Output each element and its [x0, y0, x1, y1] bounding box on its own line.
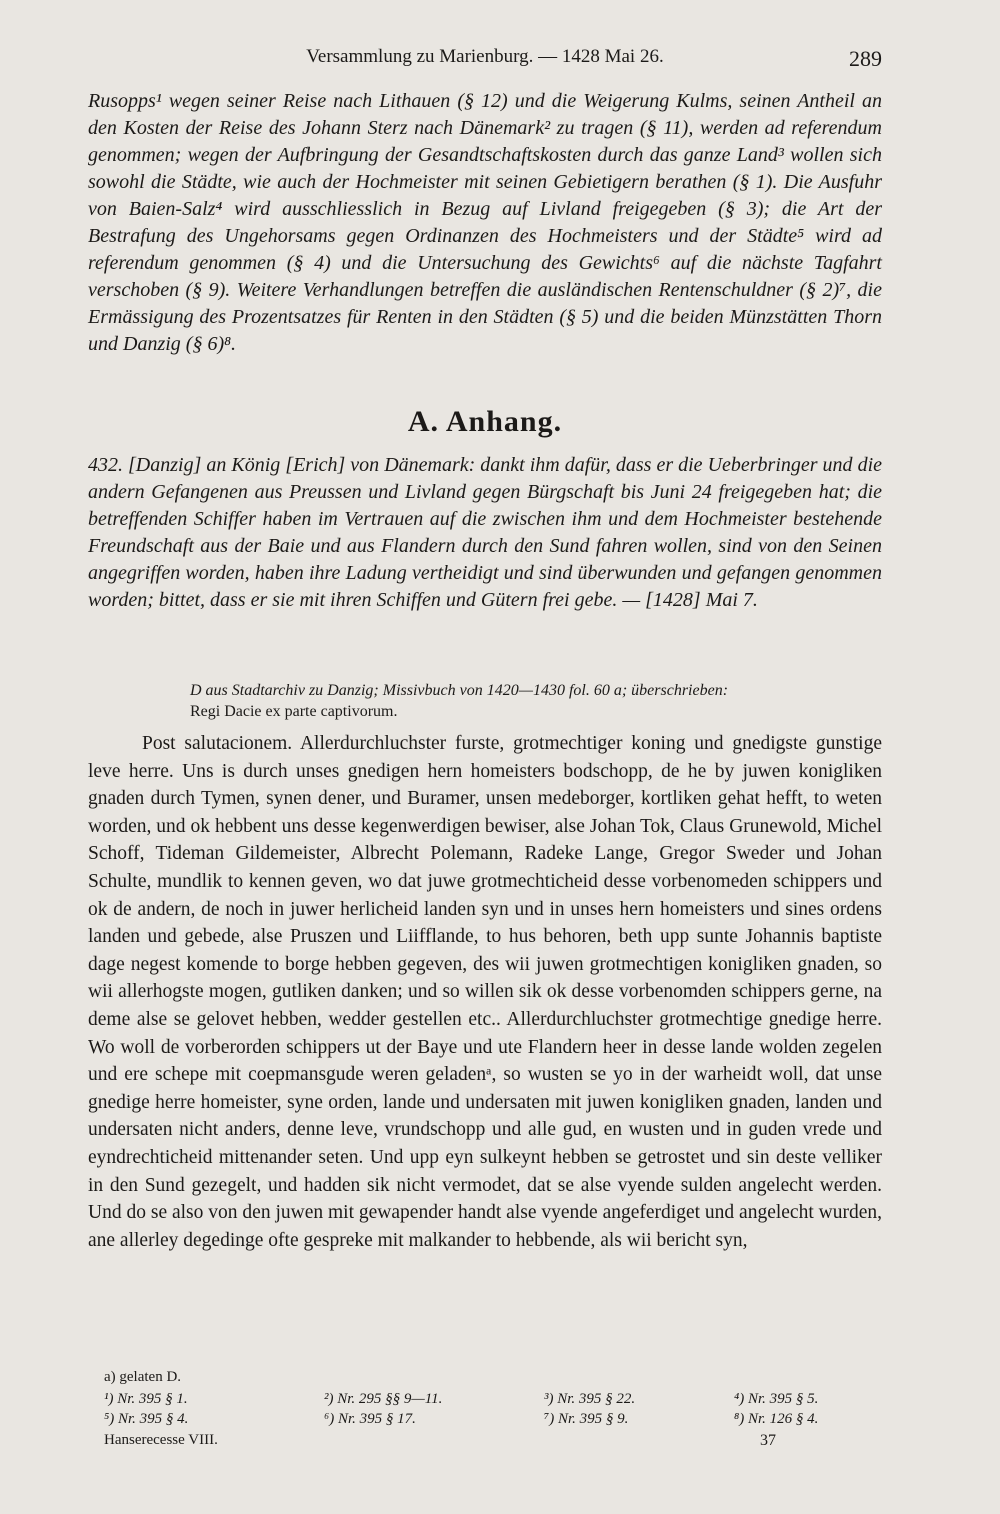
source-note: [190, 680, 882, 722]
source-description: D aus Stadtarchiv zu Danzig; Missivbuch von 1420—1430 fol. 60 a; überschrieben:: [190, 682, 729, 699]
source-heading: Regi Dacie ex parte captivorum.: [190, 703, 398, 720]
letter-body: [88, 730, 882, 1254]
footnote-6: ⁶) Nr. 395 § 17.: [324, 1411, 416, 1427]
footnote-2: ²) Nr. 295 §§ 9—11.: [324, 1391, 443, 1407]
footnote-3: ³) Nr. 395 § 22.: [544, 1391, 636, 1407]
signature-mark: 37: [760, 1432, 776, 1449]
footnote-grid: [104, 1389, 884, 1429]
summary-paragraph: Rusopps¹ wegen seiner Reise nach Lithauen (§ 12) und die Weigerung Kulms, seinen Antheil an den Kosten der Reise des Johann Sterz nach Dänemark² zu tragen (§ 11), werden ad referendum genommen; wegen der Aufbringung der Gesandtschaftskosten durch das ganze Land³ wollen sich sowohl die Städte, wie auch der Hochmeister mit seinen Gebietigern berathen (§ 1). Die Ausfuhr von Baien-Salz⁴ wird ausschliesslich in Bezug auf Livland freigegeben (§ 3); die Art der Bestrafung des Ungehorsams gegen Ordinanzen des Hochmeisters und der Städte⁵ wird ad referendum genommen (§ 4) und die Untersuchung des Gewichts⁶ auf die nächste Tagfahrt verschoben (§ 9). Weitere Verhandlungen betreffen die ausländischen Rentenschuldner (§ 2)⁷, die Ermässigung des Prozentsatzes für Renten in den Städten (§ 5) und die beiden Münzstätten Thorn und Danzig (§ 6)⁸.: [88, 90, 882, 355]
footnotes: [104, 1367, 884, 1429]
footnote-4: ⁴) Nr. 395 § 5.: [734, 1391, 819, 1407]
running-head: Versammlung zu Marienburg. — 1428 Mai 26.: [306, 46, 664, 67]
footnote-1: ¹) Nr. 395 § 1.: [104, 1391, 188, 1407]
section-title: A. Anhang.: [407, 405, 563, 438]
regest-entry: [88, 452, 882, 614]
page-number: 289: [849, 46, 882, 71]
regest-number: 432.: [88, 454, 123, 476]
footnote-8: ⁸) Nr. 126 § 4.: [734, 1411, 819, 1427]
page-header: [88, 44, 882, 74]
letter-text: Post salutacionem. Allerdurchluchster furste, grotmechtiger koning und gnedigste gunstige leve herre. Uns is durch unses gnedigen hern homeisters bodschopp, de he by juwen konigliken gnaden durch Tymen, synen dener, und Buramer, unsen medeborger, kortliken gehat hefft, to weten worden, und ok hebbent uns desse kegenwerdigen bewiser, alse Johan Tok, Claus Grunewold, Michel Schoff, Tideman Gildemeister, Albrecht Polemann, Radeke Lange, Gregor Sweder und Johan Schulte, mundlik to kennen geven, wo dat juwe grotmechticheid desse vorbenomeden schippers und ok de andern, de noch in juwer herlicheid landen syn und in unses hern homeisters und sines ordens landen und gebede, alse Pruszen und Liifflande, to hus behoren, beth upp sunte Johannis baptiste dage negest komende to borge hebben gegeven, des wii juwen grotmechtigen konigliken gnaden, so wii allerhogste mogen, gutliken danken; und so willen sik ok desse vorbenomden schippers gerne, na deme alse se gelovet hebben, wedder gestellen etc.. Allerdurchluchster grotmechtige gnedige herre. Wo woll de vorberorden schippers ut der Baye und ute Flandern heer in desse lande wolden zegelen und ere schepe mit coepmansgude weren geladenᵃ, so wusten se yo in der warheidt woll, dat unse gnedige herre homeister, syne orden, lande und undersaten mit juwen konigliken gnaden, landen und undersaten nicht anders, denne leve, vrundschopp und alle gud, en wusten und in guden vrede und eyndrechticheid mittenander seten. Und upp eyn sulkeynt hebben se getrostet und sin deste velliker in den Sund gezegelt, und hadden sik nicht vermodet, dat se alse vyende sulden angelecht werden. Und do se also von den juwen mit gewapender handt alse vyende angeferdiget und angelecht wurden, ane allerley degedinge ofte gespreke mit malkander to hebbende, als wii bericht syn,: [88, 733, 882, 1251]
footnote-a: a) gelaten D.: [104, 1369, 182, 1385]
regest-text: [Danzig] an König [Erich] von Dänemark: dankt ihm dafür, dass er die Ueberbringer und die andern Gefangenen aus Preussen und Livland gegen Bürgschaft bis Juni 24 freigegeben hat; die betreffenden Schiffer haben im Vertrauen auf die zwischen ihm und dem Hochmeister bestehende Freundschaft aus der Baie und aus Flandern durch den Sund fahren wollen, sind von den Seinen angegriffen worden, haben ihre Ladung vertheidigt und sind überwunden und gefangen genommen worden; bittet, dass er sie mit ihren Schiffen und Gütern frei gebe. — [1428] Mai 7.: [88, 454, 882, 611]
footnote-7: ⁷) Nr. 395 § 9.: [544, 1411, 629, 1427]
footnote-5: ⁵) Nr. 395 § 4.: [104, 1411, 189, 1427]
imprint: Hanserecesse VIII.: [104, 1432, 218, 1448]
